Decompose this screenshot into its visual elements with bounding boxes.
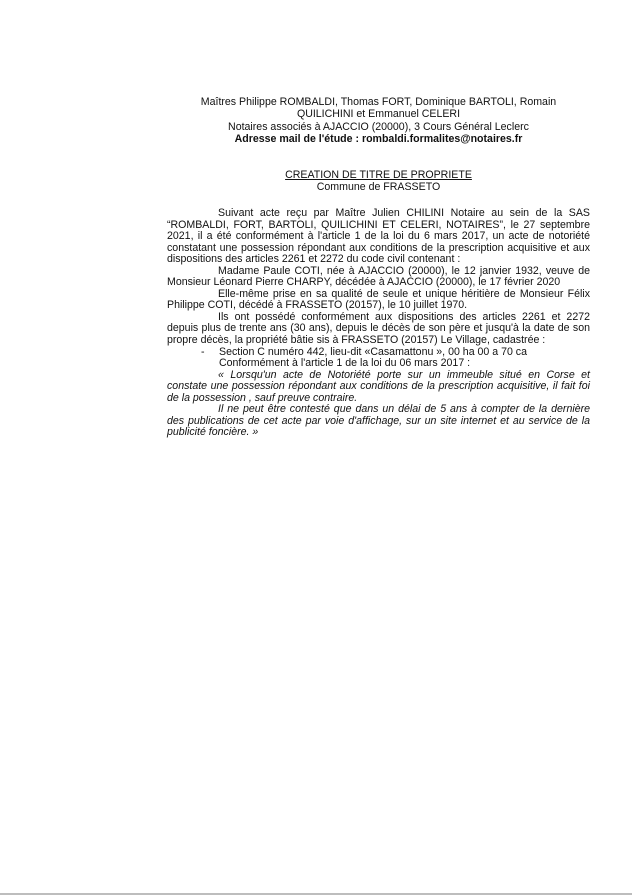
quote-paragraph-1: « Lorsqu'un acte de Notoriété porte sur un immeuble situé en Corse et constate une possession répondant aux conditions de la prescription acquisitive, il fait foi de la possession , sauf preuve contraire. [167, 368, 590, 404]
list-bullet-dash: - [201, 345, 205, 358]
header-notaries-line1: Maîtres Philippe ROMBALDI, Thomas FORT, Dominique BARTOLI, Romain [200, 96, 557, 108]
list-item-cadastre [167, 347, 590, 359]
quote-paragraph-2: Il ne peut être contesté que dans un délai de 5 ans à compter de la dernière des publications de cet acte par voie d'affichage, sur un site internet et au service de la publicité foncière. » [167, 403, 590, 439]
title-block [167, 170, 590, 193]
document-subtitle: Commune de FRASSETO [316, 180, 441, 193]
list-item-text: Section C numéro 442, lieu-dit «Casamattonu », 00 ha 00 a 70 ca [219, 345, 527, 358]
paragraph-acte: Suivant acte reçu par Maître Julien CHILINI Notaire au sein de la SAS “ROMBALDI, FORT, BARTOLI, QUILICHINI ET CELERI, NOTAIRES”, le 27 septembre 2021, il a été conformément à l'article 1 de la loi du 6 mars 2017, un acte de notoriété constatant une possession répondant aux conditions de la prescription acquisitive et aux dispositions des articles 2261 et 2272 du code civil contenant : [167, 207, 590, 266]
header-notaries-line2: QUILICHINI et Emmanuel CELERI [296, 108, 461, 121]
header-email: Adresse mail de l'étude : rombaldi.formalites@notaires.fr [234, 133, 523, 146]
document-body [167, 208, 590, 439]
paragraph-madame: Madame Paule COTI, née à AJACCIO (20000), le 12 janvier 1932, veuve de Monsieur Léonard Pierre CHARPY, décédée à AJACCIO (20000), le 17 février 2020 [167, 264, 590, 289]
notary-header [167, 96, 590, 146]
header-address: Notaires associés à AJACCIO (20000), 3 Cours Général Leclerc [228, 120, 529, 133]
document-title: CREATION DE TITRE DE PROPRIETE [285, 169, 472, 181]
paragraph-possession: Ils ont possédé conformément aux dispositions des articles 2261 et 2272 depuis plus de trente ans (30 ans), depuis le décès de son père et jusqu'à la date de son propre décès, la propriété bâtie sis à FRASSETO (20157) Le Village, cadastrée : [167, 310, 590, 347]
paragraph-conformement: Conformément à l'article 1 de la loi du 06 mars 2017 : [219, 357, 471, 370]
paragraph-heritiere: Elle-même prise en sa qualité de seule et unique héritière de Monsieur Félix Philippe COTI, décédé à FRASSETO (20157), le 10 juillet 1970. [167, 287, 590, 312]
